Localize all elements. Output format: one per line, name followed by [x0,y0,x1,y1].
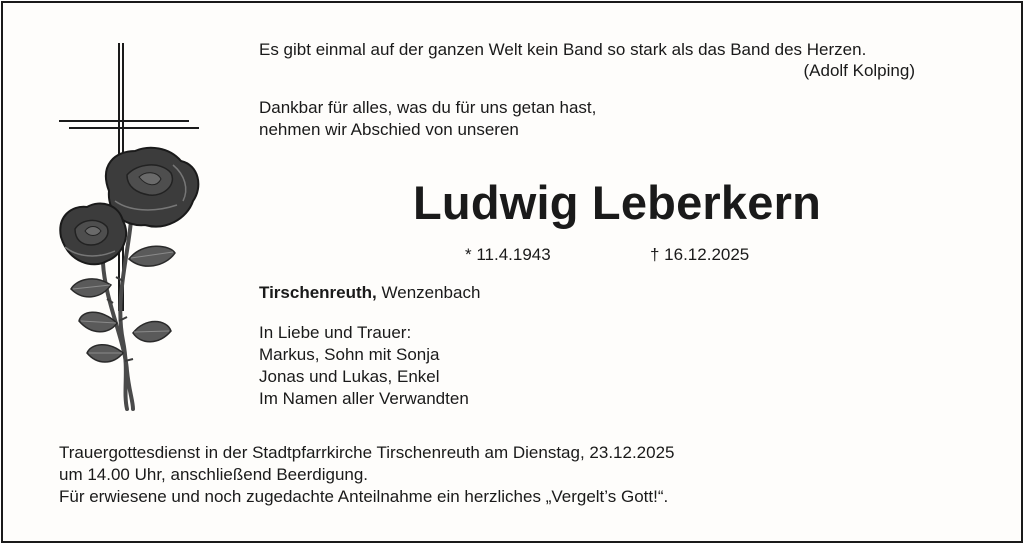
service-line: Für erwiesene und noch zugedachte Anteilnahme ein herzliches „Vergelt’s Gott!“. [59,487,669,506]
location-secondary: Wenzenbach [376,283,481,302]
mourners-line: Im Namen aller Verwandten [259,389,469,408]
location-primary: Tirschenreuth, [259,283,377,302]
deceased-name: Ludwig Leberkern [413,176,821,229]
mourners-line: Jonas und Lukas, Enkel [259,367,440,386]
birth-date: * 11.4.1943 [465,245,551,264]
intro-line-1: Dankbar für alles, was du für uns getan hast, [259,98,597,117]
quote-text: Es gibt einmal auf der ganzen Welt kein Band so stark als das Band des Herzen. [259,40,867,59]
quote-author: (Adolf Kolping) [803,61,915,80]
intro-line-2: nehmen wir Abschied von unseren [259,120,519,139]
mourners-line: Markus, Sohn mit Sonja [259,345,440,364]
location [259,282,480,304]
obituary-notice [1,1,1023,543]
mourners-block [259,322,469,410]
service-line: Trauergottesdienst in der Stadtpfarrkirche Tirschenreuth am Dienstag, 23.12.2025 [59,443,675,462]
mourners-line: In Liebe und Trauer: [259,323,412,342]
service-line: um 14.00 Uhr, anschließend Beerdigung. [59,465,369,484]
death-date: † 16.12.2025 [650,245,750,264]
service-info [59,442,675,508]
